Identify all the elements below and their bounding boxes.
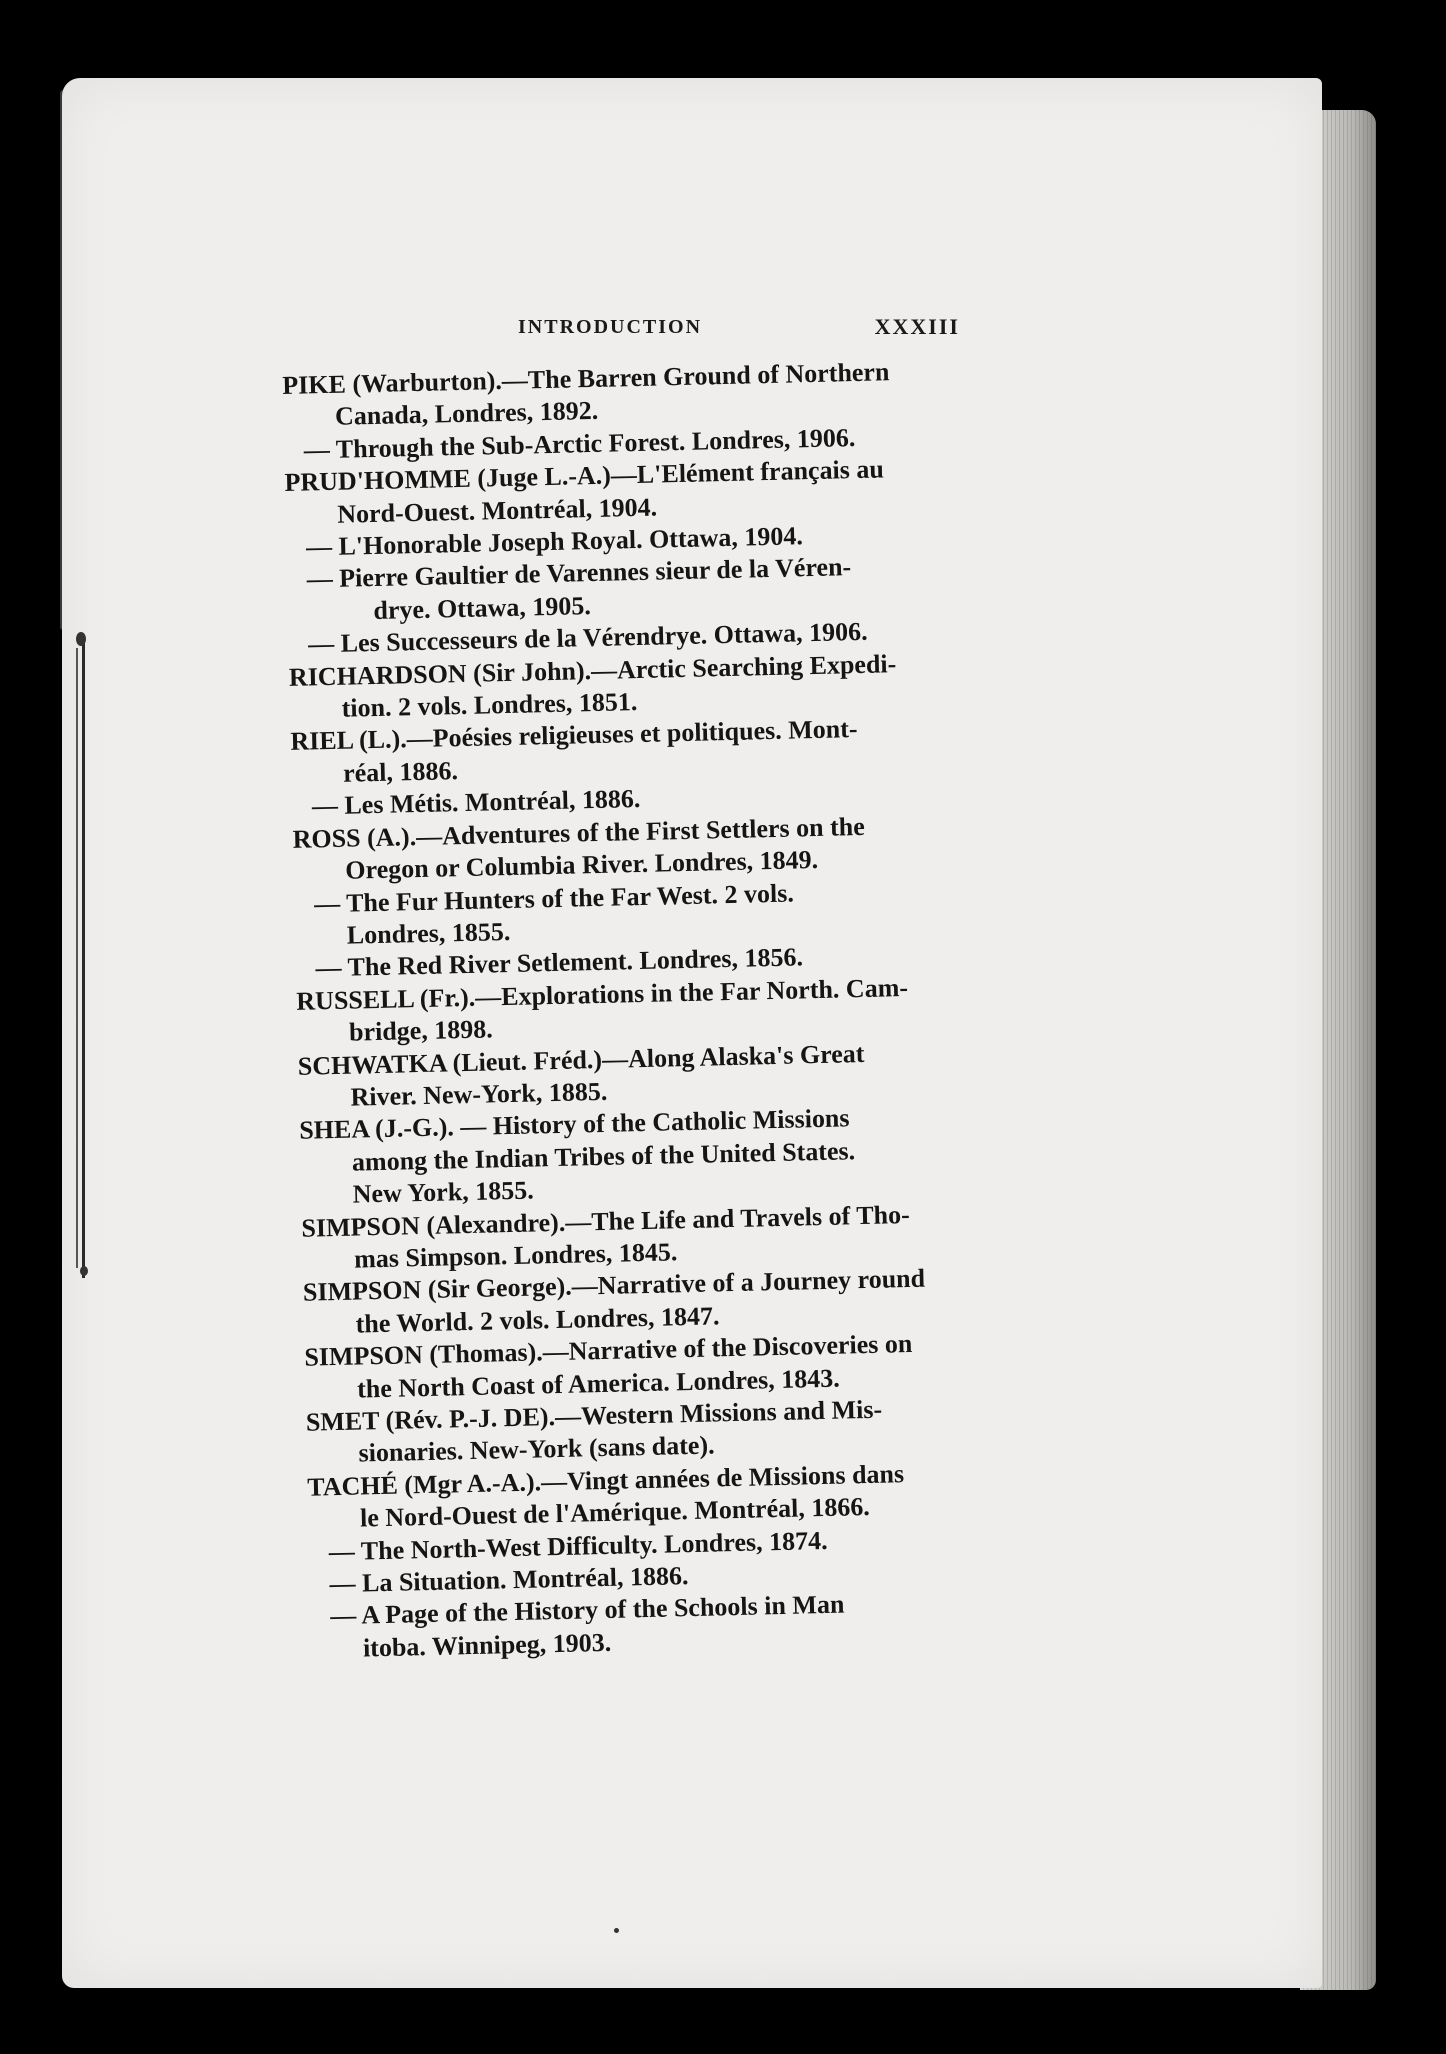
bibliography-line: — The North-West Difficulty. Londres, 1874. xyxy=(328,1525,828,1566)
bibliography-line: the North Coast of America. Londres, 1843. xyxy=(356,1363,840,1404)
bibliography-line: ROSS (A.).—Adventures of the First Settlers on the xyxy=(292,811,866,854)
bibliography-line: SHEA (J.-G.). — History of the Catholic Missions xyxy=(298,1103,850,1146)
bibliography-line: Oregon or Columbia River. Londres, 1849. xyxy=(345,845,819,885)
bibliography-line: SIMPSON (Sir George).—Narrative of a Journey round xyxy=(302,1264,926,1308)
binding-knot-top xyxy=(76,632,86,646)
bibliography-line: RIEL (L.).—Poésies religieuses et politiques. Mont- xyxy=(290,714,858,757)
bibliography-line: tion. 2 vols. Londres, 1851. xyxy=(341,687,638,723)
bibliography-line: itoba. Winnipeg, 1903. xyxy=(362,1627,612,1663)
running-header xyxy=(518,312,960,342)
bibliography-line: sionaries. New-York (sans date). xyxy=(358,1430,715,1468)
bibliography-line: le Nord-Ouest de l'Amérique. Montréal, 1866. xyxy=(359,1492,871,1533)
bibliography-line: — Through the Sub-Arctic Forest. Londres, 1906. xyxy=(303,422,856,465)
binding-knot-bottom xyxy=(80,1266,88,1276)
bibliography-line: River. New-York, 1885. xyxy=(350,1076,608,1112)
bibliography-line: — The Fur Hunters of the Far West. 2 vols. xyxy=(313,878,795,918)
bibliography-line: — Les Successeurs de la Vérendrye. Ottawa, 1906. xyxy=(307,617,868,659)
running-title: INTRODUCTION xyxy=(518,316,703,338)
binding-thread-shadow xyxy=(76,648,78,1268)
bibliography-line: SCHWATKA (Lieut. Fréd.)—Along Alaska's Great xyxy=(297,1038,865,1081)
binding-thread xyxy=(82,638,85,1278)
bibliography-line: among the Indian Tribes of the United States. xyxy=(351,1135,856,1177)
bibliography-line: PRUD'HOMME (Juge L.-A.)—L'Elément français au xyxy=(284,454,885,498)
bibliography-line: PIKE (Warburton).—The Barren Ground of Northern xyxy=(282,357,890,400)
bibliography-line: — The Red River Setlement. Londres, 1856. xyxy=(315,942,804,983)
bibliography-line: Londres, 1855. xyxy=(346,916,511,950)
bibliography-line: RUSSELL (Fr.).—Explorations in the Far North. Cam- xyxy=(295,972,909,1016)
bibliography-line: SIMPSON (Alexandre).—The Life and Travels of Tho- xyxy=(301,1199,911,1243)
bibliography-line: the World. 2 vols. Londres, 1847. xyxy=(355,1301,720,1339)
bibliography-line: Nord-Ouest. Montréal, 1904. xyxy=(336,492,658,529)
bibliography-line: — Pierre Gaultier de Varennes sieur de la Véren- xyxy=(306,552,852,594)
bibliography-line: New York, 1855. xyxy=(352,1175,535,1209)
bibliography-list xyxy=(282,354,1011,1666)
bibliography-line: drye. Ottawa, 1905. xyxy=(373,590,592,625)
bibliography-line: TACHÉ (Mgr A.-A.).—Vingt années de Missions dans xyxy=(307,1458,905,1502)
bibliography-line: SMET (Rév. P.-J. DE).—Western Missions and Mis- xyxy=(305,1394,883,1437)
bibliography-line: SIMPSON (Thomas).—Narrative of the Discoveries on xyxy=(304,1329,913,1372)
bibliography-line: — L'Honorable Joseph Royal. Ottawa, 1904. xyxy=(305,521,804,562)
bibliography-line: réal, 1886. xyxy=(342,755,459,788)
bibliography-line: Canada, Londres, 1892. xyxy=(334,396,599,432)
bibliography-line: — Les Métis. Montréal, 1886. xyxy=(311,784,641,821)
bibliography-line: — A Page of the History of the Schools in Man xyxy=(329,1590,845,1631)
bibliography-line: mas Simpson. Londres, 1845. xyxy=(353,1237,678,1274)
bibliography-line: — La Situation. Montréal, 1886. xyxy=(329,1561,689,1599)
page-speck xyxy=(614,1928,619,1933)
page-number: XXXIII xyxy=(874,314,960,339)
bibliography-line: RICHARDSON (Sir John).—Arctic Searching Expedi- xyxy=(288,648,897,692)
bibliography-line: bridge, 1898. xyxy=(348,1014,494,1047)
